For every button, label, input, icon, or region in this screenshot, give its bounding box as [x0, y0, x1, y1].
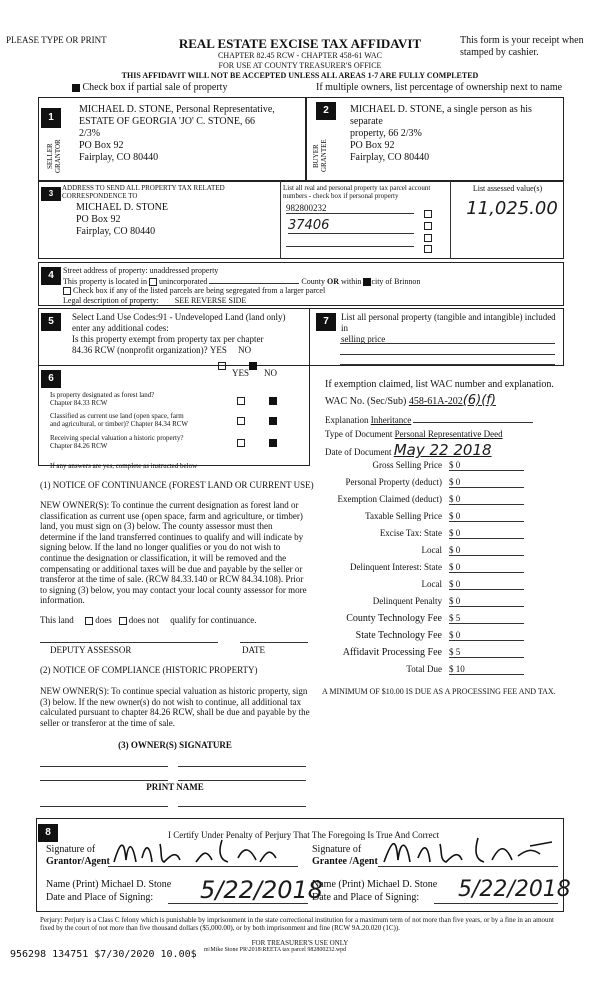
multiple-owners-note: If multiple owners, list percentage of ownership next to name	[316, 82, 563, 93]
chapter-reference: CHAPTER 82.45 RCW - CHAPTER 458-61 WAC	[218, 51, 382, 60]
partial-sale-row	[72, 82, 227, 94]
historic-property-question: Receiving special valuation a historic property? Chapter 84.26 RCW	[50, 434, 184, 450]
historic-yes-checkbox[interactable]	[237, 434, 245, 452]
seller-info	[79, 104, 303, 164]
buyer-info	[350, 104, 562, 164]
completion-warning: THIS AFFIDAVIT WILL NOT BE ACCEPTED UNLESS ALL AREAS 1-7 ARE FULLY COMPLETED	[121, 71, 479, 80]
treasurer-use-label: FOR TREASURER'S USE ONLY	[251, 939, 349, 947]
land-use-info	[72, 312, 307, 356]
partial-sale-label: Check box if partial sale of property	[82, 82, 228, 93]
doc-date-value: May 22 2018	[393, 441, 492, 459]
doc-type-row: Type of Document Personal Representative Deed	[325, 429, 503, 439]
section-1-number: 1	[41, 108, 61, 128]
personal-property-checkbox-4[interactable]	[424, 240, 432, 258]
section6-no-header: NO	[264, 368, 277, 378]
exemption-instruction: If exemption claimed, list WAC number and explanation.	[325, 379, 554, 390]
doc-type-value: Personal Representative Deed	[394, 429, 503, 439]
wac-row: WAC No. (Sec/Sub) 458-61A-202(6)(f)	[325, 393, 496, 408]
historic-no-checkbox[interactable]	[269, 434, 277, 452]
grantor-signature	[110, 832, 290, 870]
section-8-number: 8	[38, 824, 58, 842]
does-not-checkbox[interactable]	[119, 617, 127, 625]
seller-grantor-label: SELLER GRANTOR	[46, 139, 62, 173]
section-3-number: 3	[41, 187, 61, 201]
partial-sale-checkbox[interactable]	[72, 84, 80, 92]
segregated-checkbox[interactable]	[63, 287, 71, 295]
print-name-label: PRINT NAME	[146, 782, 204, 792]
section-7-number: 7	[316, 313, 336, 331]
unincorporated-checkbox[interactable]	[149, 278, 157, 286]
grantee-date: 5/22/2018	[458, 877, 571, 902]
segregation-line: Check box if any of the listed parcels are being segregated from a larger parcel	[63, 286, 558, 296]
assessed-value: 11,025.00	[466, 198, 558, 219]
continuance-title: (1) NOTICE OF CONTINUANCE (FOREST LAND OR CURRENT USE)	[40, 480, 314, 490]
minimum-fee-note: A MINIMUM OF $10.00 IS DUE AS A PROCESSING FEE AND TAX.	[322, 687, 556, 696]
perjury-statement: Perjury: Perjury is a Class C felony which is punishable by imprisonment in the state correctional institution for a maximum term of not more than five years, or by a fine in an amount fixed by the court of not more than five thousand dollars ($5,000.00), or by both imprisonment and fine (RCW 9A.20.020 (1C)).	[40, 916, 555, 932]
street-address-line: Street address of property: unaddressed property	[63, 266, 219, 275]
tax-address-line: PO Box 92	[76, 214, 121, 225]
seller-line: ESTATE OF GEORGIA 'JO' C. STONE, 66	[79, 116, 255, 127]
current-use-yes-checkbox[interactable]	[237, 412, 245, 430]
grantor-date: 5/22/2018	[200, 876, 324, 904]
please-type-label: PLEASE TYPE OR PRINT	[6, 35, 107, 45]
wac-number: 458-61A-202	[408, 396, 463, 407]
current-use-question: Classified as current use land (open space, farm and agricultural, or timber)? Chapter 84.34 RCW	[50, 412, 189, 428]
seller-line: Fairplay, CO 80440	[79, 152, 159, 163]
doc-date-row: Date of Document May 22 2018	[325, 441, 492, 459]
seller-line: MICHAEL D. STONE, Personal Representative,	[79, 104, 275, 115]
file-path: m\Mike Stone PR\2018\REETA tax parcel 982800232.wpd	[204, 947, 347, 953]
explanation-value: Inheritance	[370, 415, 412, 425]
tax-address-line: MICHAEL D. STONE	[76, 202, 168, 213]
forest-land-yes-checkbox[interactable]	[237, 392, 245, 410]
parcel-label: List all real and personal property tax parcel account numbers - check box if personal property	[283, 184, 431, 200]
grantee-name: Name (Print) Michael D. Stone	[312, 879, 438, 890]
explanation-row: Explanation Inheritance	[325, 414, 533, 426]
receipt-note: This form is your receipt when stamped by cashier.	[460, 35, 584, 58]
personal-property-label: List all personal property (tangible and intangible) included in selling price	[341, 312, 556, 344]
continuance-qualify-row: This land does does not qualify for continuance.	[40, 615, 257, 625]
nonprofit-line: 84.36 RCW (nonprofit organization)? YES NO	[72, 345, 252, 355]
continuance-text: NEW OWNER(S): To continue the current designation as forest land or classification as current use (open space, farm and agriculture, or timber) land, you must sign on (3) below. The county assessor must then determine if the land transferred continues to qualify and will indicate by signing below. If the land no longer qualifies or you do not wish to continue the designation or classification, it will be removed and the compensating or additional taxes will be due and payable by the seller or transferor at the time of sale. (RCW 84.33.140 or RCW 84.34.108). Prior to signing (3) below, you may contact your local county assessor for more information.	[40, 500, 307, 606]
assessor-date-label: DATE	[242, 645, 265, 655]
grantee-date-label: Date and Place of Signing:	[312, 892, 420, 903]
grantee-signature	[380, 830, 560, 870]
instructions-note: If any answers are yes, complete as instructed below	[50, 462, 198, 470]
buyer-line: property, 66 2/3%	[350, 128, 422, 139]
section-2-number: 2	[316, 102, 336, 120]
seller-line: PO Box 92	[79, 140, 124, 151]
parcel-number-2: 37406	[288, 219, 414, 234]
does-checkbox[interactable]	[85, 617, 93, 625]
owner-signature-title: (3) OWNER(S) SIGNATURE	[118, 740, 232, 750]
section-6-number: 6	[41, 370, 61, 388]
section6-yes-header: YES	[232, 368, 250, 378]
fee-table: Gross Selling Price $ 0 Personal Property (deduct) $ 0 Exemption Claimed (deduct) $ 0 Taxable Selling Price $ 0 Excise Tax: State $ 0 Local $ 0 Delinquent Interest: State $ 0 Local $ 0 Delinquent Penalty $ 0 County Technology Fee $ 5 State Technology Fee $ 0 Affidavit Processing Fee $ 5 Total Due $ 10	[262, 460, 562, 680]
exempt-question-line: Is this property exempt from property tax per chapter	[72, 334, 264, 344]
for-use-label: FOR USE AT COUNTY TREASURER'S OFFICE	[218, 61, 382, 70]
grantor-signature-label: Signature of Grantor/Agent	[46, 844, 110, 867]
certify-statement: I Certify Under Penalty of Perjury That The Foregoing Is True And Correct	[168, 830, 440, 840]
parcel-number-1: 982800232	[286, 203, 414, 214]
additional-codes-line: enter any additional codes:	[72, 323, 169, 333]
buyer-line: PO Box 92	[350, 140, 395, 151]
land-use-code-line: Select Land Use Codes:91 - Undeveloped Land (land only)	[72, 312, 286, 322]
section-5-number: 5	[41, 313, 61, 331]
deputy-assessor-label: DEPUTY ASSESSOR	[50, 645, 132, 655]
forest-land-no-checkbox[interactable]	[269, 392, 277, 410]
grantor-date-label: Date and Place of Signing:	[46, 892, 154, 903]
section-4-number: 4	[41, 267, 61, 285]
tax-address-info	[76, 202, 276, 238]
tax-address-label: ADDRESS TO SEND ALL PROPERTY TAX RELATED CORRESPONDENCE TO	[62, 184, 225, 200]
compliance-title: (2) NOTICE OF COMPLIANCE (HISTORIC PROPERTY)	[40, 665, 258, 675]
buyer-line: Fairplay, CO 80440	[350, 152, 430, 163]
seller-line: 2/3%	[79, 128, 101, 139]
location-line: This property is located in unincorporated County OR within city of Brinnon	[63, 276, 421, 286]
cashier-stamp: 956298 134751 $7/30/2020 10.00$	[10, 949, 197, 960]
assessed-value-label: List assessed value(s)	[472, 184, 543, 193]
grantee-signature-label: Signature of Grantee /Agent	[312, 844, 378, 867]
compliance-text: NEW OWNER(S): To continue special valuation as historic property, sign (3) below. If the new owner(s) do not wish to continue, all additional tax calculated pursuant to chapter 84.26 RCW, shall be due and payable by the seller or transferor at the time of sale.	[40, 686, 310, 728]
tax-address-line: Fairplay, CO 80440	[76, 226, 156, 237]
legal-description-line: Legal description of property: SEE REVERSE SIDE	[63, 295, 247, 305]
current-use-no-checkbox[interactable]	[269, 412, 277, 430]
form-title: REAL ESTATE EXCISE TAX AFFIDAVIT	[178, 36, 422, 51]
buyer-grantee-label: BUYER GRANTEE	[312, 139, 328, 173]
grantor-name: Name (Print) Michael D. Stone	[46, 879, 172, 890]
property-location-info	[63, 266, 558, 305]
wac-handwritten: (6)(f)	[462, 393, 496, 408]
buyer-line: MICHAEL D. STONE, a single person as his separate	[350, 104, 532, 127]
forest-land-question: Is property designated as forest land? Chapter 84.33 RCW	[50, 391, 155, 407]
